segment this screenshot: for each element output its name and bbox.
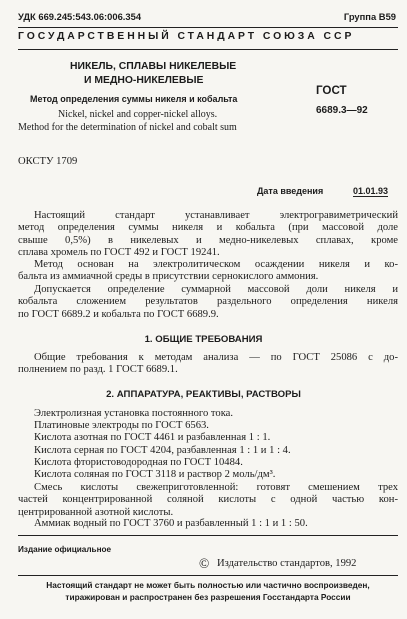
copyright-icon: © — [199, 556, 210, 571]
text-line: метод определения суммы никеля и кобальта (при массовой доле — [18, 222, 398, 234]
reproduction-notice-line-2: тиражирован и распространен без разрешения Госстандарта России — [65, 592, 351, 602]
title-line-1: НИКЕЛЬ, СПЛАВЫ НИКЕЛЕВЫЕ — [70, 61, 237, 72]
title-line-2: И МЕДНО-НИКЕЛЕВЫЕ — [84, 75, 204, 86]
footer-rule-top — [18, 535, 398, 536]
section-1-paragraph — [18, 352, 398, 377]
intro-paragraph-1 — [18, 210, 398, 260]
group-code: Группа В59 — [343, 11, 396, 22]
text-line: Настоящий стандарт устанавливает электрогравиметрический — [34, 210, 398, 221]
title-en-line-1: Nickel, nickel and copper-nickel alloys. — [58, 109, 218, 120]
equipment-list — [34, 408, 291, 481]
gost-number: 6689.3—92 — [316, 105, 368, 116]
effective-date-label: Дата введения — [257, 186, 324, 196]
text-line: Метод основан на электролитическом осаждении никеля и ко- — [34, 259, 398, 270]
list-item: Электролизная установка постоянного тока. — [34, 408, 234, 419]
gost-label: ГОСТ — [316, 84, 347, 97]
text-line: Допускается определение суммарной массовой доли никеля и — [34, 284, 398, 295]
list-item: Кислота фтористоводородная по ГОСТ 10484. — [34, 456, 243, 468]
list-item: Кислота серная по ГОСТ 4204, разбавленная 1 : 1 и 1 : 4. — [34, 444, 291, 456]
list-item: Кислота азотная по ГОСТ 4461 и разбавленная 1 : 1. — [34, 432, 271, 444]
list-item: Платиновые электроды по ГОСТ 6563. — [34, 420, 209, 432]
intro-paragraph-3 — [18, 284, 398, 321]
text-line: Смесь кислоты свежеприготовленной: готовят смешением трех — [34, 482, 398, 493]
text-line: центрированной азотной кислоты. — [18, 506, 174, 518]
method-title-ru: Метод определения суммы никеля и кобальта — [30, 94, 238, 104]
text-line: частей концентрированной соляной кислоты с одной частью кон- — [18, 494, 398, 506]
okstu-code: ОКСТУ 1709 — [18, 156, 78, 167]
header-rule-bottom — [18, 49, 398, 50]
acid-mixture-paragraph — [18, 482, 398, 519]
text-line: сплава хромель по ГОСТ 492 и ГОСТ 19241. — [18, 247, 220, 259]
reproduction-notice-line-1: Настоящий стандарт не может быть полностью или частично воспроизведен, — [46, 580, 370, 590]
title-en-line-2: Method for the determination of nickel and cobalt sum — [18, 122, 237, 133]
section-1-heading: 1. ОБЩИЕ ТРЕБОВАНИЯ — [144, 334, 263, 345]
text-line: кобальта сложением результатов раздельного определения никеля — [18, 296, 398, 308]
text-line: бальта из аммиачной среды в присутствии сернокислого аммония. — [18, 271, 319, 283]
organization-title: ГОСУДАРСТВЕННЫЙ СТАНДАРТ СОЮЗА ССР — [18, 31, 355, 42]
text-line: по ГОСТ 6689.2 и кобальта по ГОСТ 6689.9. — [18, 308, 219, 320]
effective-date-value: 01.01.93 — [353, 186, 389, 196]
text-line: полнением по разд. 1 ГОСТ 6689.1. — [18, 364, 178, 376]
header-rule-top — [18, 27, 398, 28]
udc-code: УДК 669.245:543.06:006.354 — [18, 11, 142, 22]
section-2-heading: 2. АППАРАТУРА, РЕАКТИВЫ, РАСТВОРЫ — [106, 389, 301, 400]
list-item: Кислота соляная по ГОСТ 3118 и раствор 2 моль/дм³. — [34, 468, 276, 480]
text-line: свыше 0,5%) в никелевых и медно-никелевых сплавах, кроме — [18, 234, 398, 246]
intro-paragraph-2 — [18, 259, 398, 284]
official-edition-label: Издание официальное — [18, 545, 112, 554]
ammonia-item: Аммиак водный по ГОСТ 3760 и разбавленный 1 : 1 и 1 : 50. — [34, 518, 308, 529]
footer-rule-bottom — [18, 575, 398, 576]
text-line: Общие требования к методам анализа — по ГОСТ 25086 с до- — [34, 352, 398, 363]
publisher-line: Издательство стандартов, 1992 — [217, 558, 357, 569]
